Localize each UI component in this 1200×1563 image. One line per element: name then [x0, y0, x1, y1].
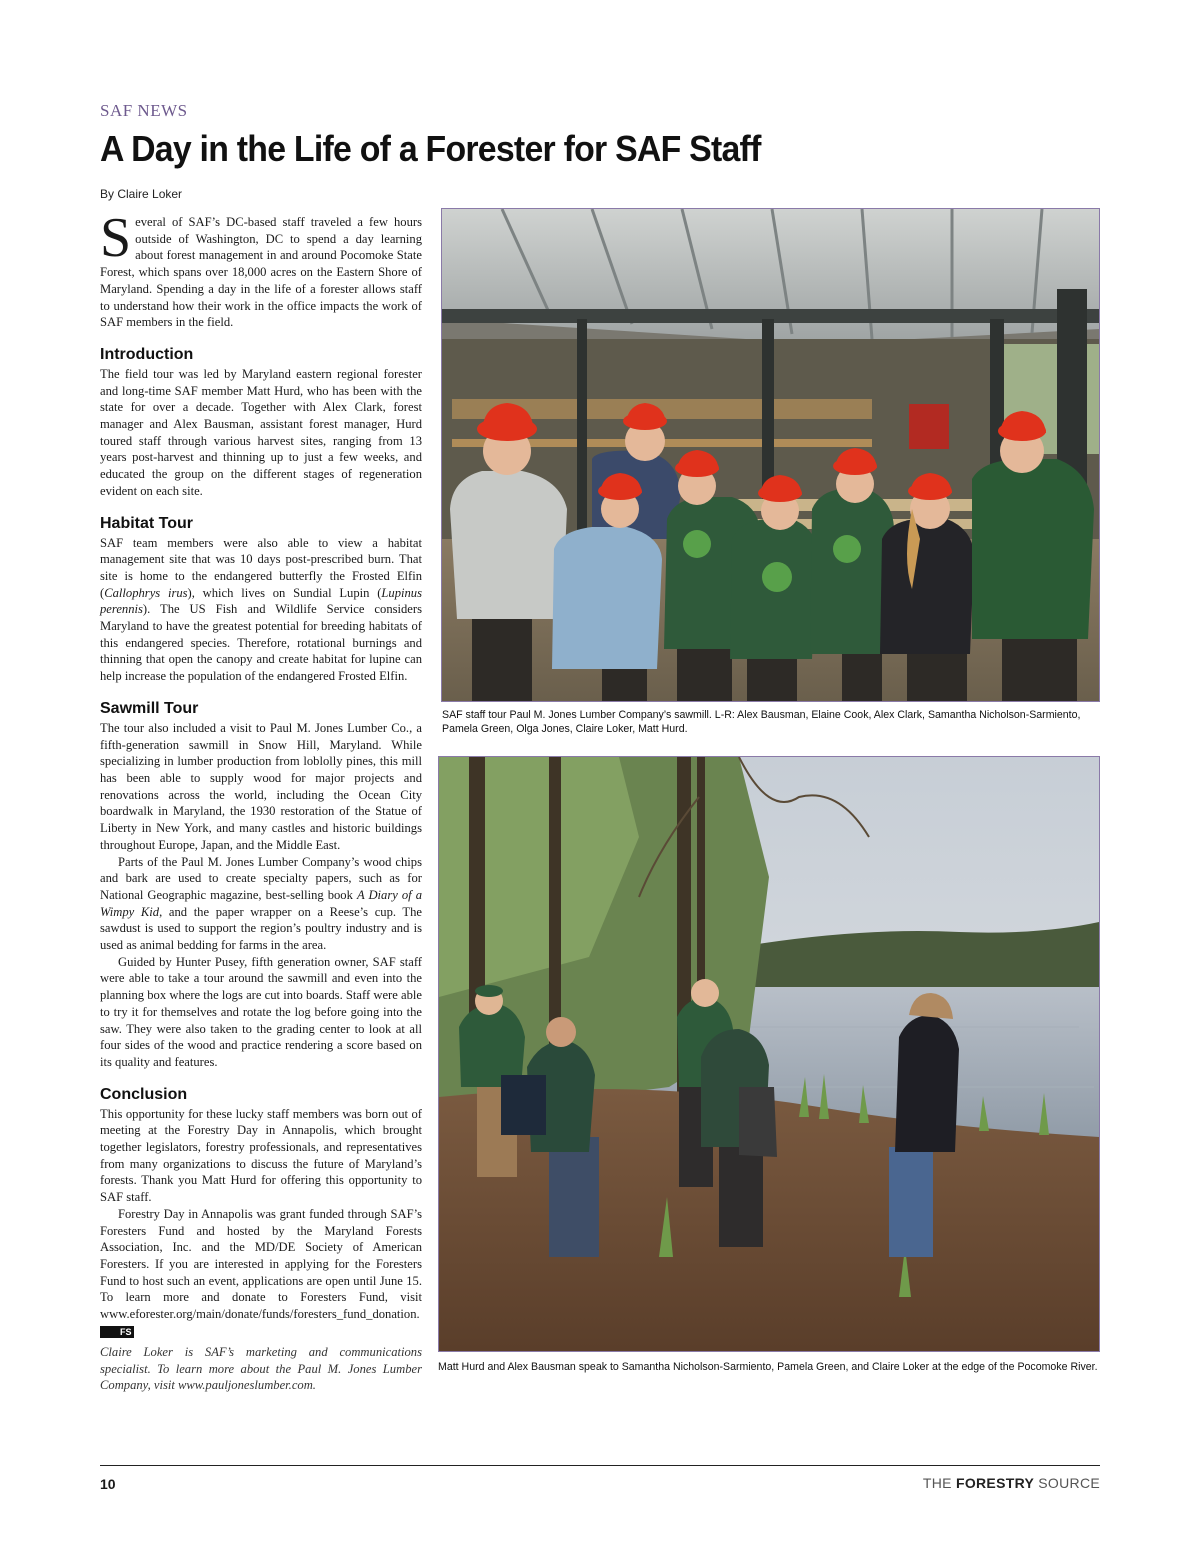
byline: By Claire Loker [100, 187, 183, 201]
drop-cap: S [100, 207, 132, 269]
river-photo-caption: Matt Hurd and Alex Bausman speak to Samantha Nicholson-Sarmiento, Pamela Green, and Claire Loker at the edge of the Pocomoke River. [438, 1361, 1098, 1373]
river-edge-photo [438, 756, 1100, 1352]
heading-conclusion: Conclusion [100, 1085, 188, 1103]
conclusion-paragraph-2: Forestry Day in Annapolis was grant funded through SAF’s Foresters Fund and hosted by the Maryland Forests Association, Inc. and the MD/DE Society of American Foresters. If you are interested in applying for the Foresters Fund to host such an event, applications are open until June 15. To learn more and donate to Foresters Fund, visit www.eforester.org/main/donate/funds/foresters_fund_donation. FS [100, 1206, 422, 1337]
publication-name: THE FORESTRY SOURCE [922, 1475, 1100, 1491]
section-label: SAF NEWS [100, 101, 188, 120]
sawmill-paragraph-3: Guided by Hunter Pusey, fifth generation owner, SAF staff were able to take a tour around the sawmill and even into the planning box where the logs are cut into boards. Staff were able to try it for themselves and rotate the log before going into the saw. They were also taken to the grading center to look at all four sides of the wood and practice rendering a score based on its quality and features. [100, 954, 422, 1069]
page-number: 10 [100, 1476, 116, 1492]
sawmill-photo-caption: SAF staff tour Paul M. Jones Lumber Company’s sawmill. L-R: Alex Bausman, Elaine Cook, Alex Clark, Samantha Nicholson-Sarmiento, Pamela Green, Olga Jones, Claire Loker, Matt Hurd. [442, 709, 1081, 735]
sawmill-paragraph-1: The tour also included a visit to Paul M. Jones Lumber Co., a fifth-generation sawmill in Snow Hill, Maryland. While specializing in lumber production from loblolly pines, this mill has been able to supply wood for major projects and renovations across the world, including the Ocean City boardwalk in Maryland, the 1930 restoration of the Statue of Liberty in New York, and many castles and historic buildings throughout Europe, Japan, and the Middle East. [100, 720, 422, 852]
habitat-paragraph: SAF team members were also able to view a habitat management site that was 10 days post-prescribed burn. That site is home to the endangered butterfly the Frosted Elfin (Callophrys irus), which lives on Sundial Lupin (Lupinus perennis). The US Fish and Wildlife Service considers Maryland to have the greatest potential for breeding habitats of this endangered species. Therefore, rotational burnings and thinning that open the canopy and create habitat for lupine can help increase the population of the endangered Frosted Elfin. [100, 535, 422, 684]
conclusion-paragraph-1: This opportunity for these lucky staff members was born out of meeting at the Forestry Day in Annapolis, which brought together legislators, forestry professionals, and representatives from many organizations to discuss the future of Maryland’s forests. Thank you Matt Hurd for offering this opportunity to SAF staff. [100, 1106, 422, 1205]
introduction-paragraph: The field tour was led by Maryland eastern regional forester and long-time SAF member Matt Hurd, who has been with the state for over a decade. Together with Alex Clark, forest manager and Alex Bausman, assistant forest manager, Hurd toured staff through various harvest sites, ranging from 13 years post-harvest and thinning up to just a few weeks, and educated the group on the different stages of regeneration evident on each site. [100, 366, 422, 498]
heading-sawmill-tour: Sawmill Tour [100, 699, 199, 717]
article-body [100, 207, 423, 1339]
heading-introduction: Introduction [100, 345, 194, 363]
end-mark: FS [100, 1326, 134, 1338]
sawmill-group-photo [441, 208, 1100, 702]
article-headline: A Day in the Life of a Forester for SAF Staff [100, 128, 761, 169]
heading-habitat-tour: Habitat Tour [100, 514, 194, 532]
author-bio: Claire Loker is SAF’s marketing and communications specialist. To learn more about the Paul M. Jones Lumber Company, visit www.pauljoneslumber.com. [100, 1345, 422, 1393]
sawmill-paragraph-2: Parts of the Paul M. Jones Lumber Company’s wood chips and bark are used to create specialty papers, such as for National Geographic magazine, best-selling book A Diary of a Wimpy Kid, and the paper wrapper on a Reese’s cup. The sawdust is used to support the region’s poultry industry and is used as animal bedding for farms in the area. [100, 854, 423, 953]
footer-rule [100, 1465, 1100, 1466]
intro-paragraph: Several of SAF’s DC-based staff traveled a few hours outside of Washington, DC to spend a day learning about forest management in and around Pocomoke State Forest, which spans over 18,000 acres on the Eastern Shore of Maryland. Spending a day in the life of a forester allows staff to understand how their work in the office impacts the work of SAF members in the field. [100, 207, 422, 330]
